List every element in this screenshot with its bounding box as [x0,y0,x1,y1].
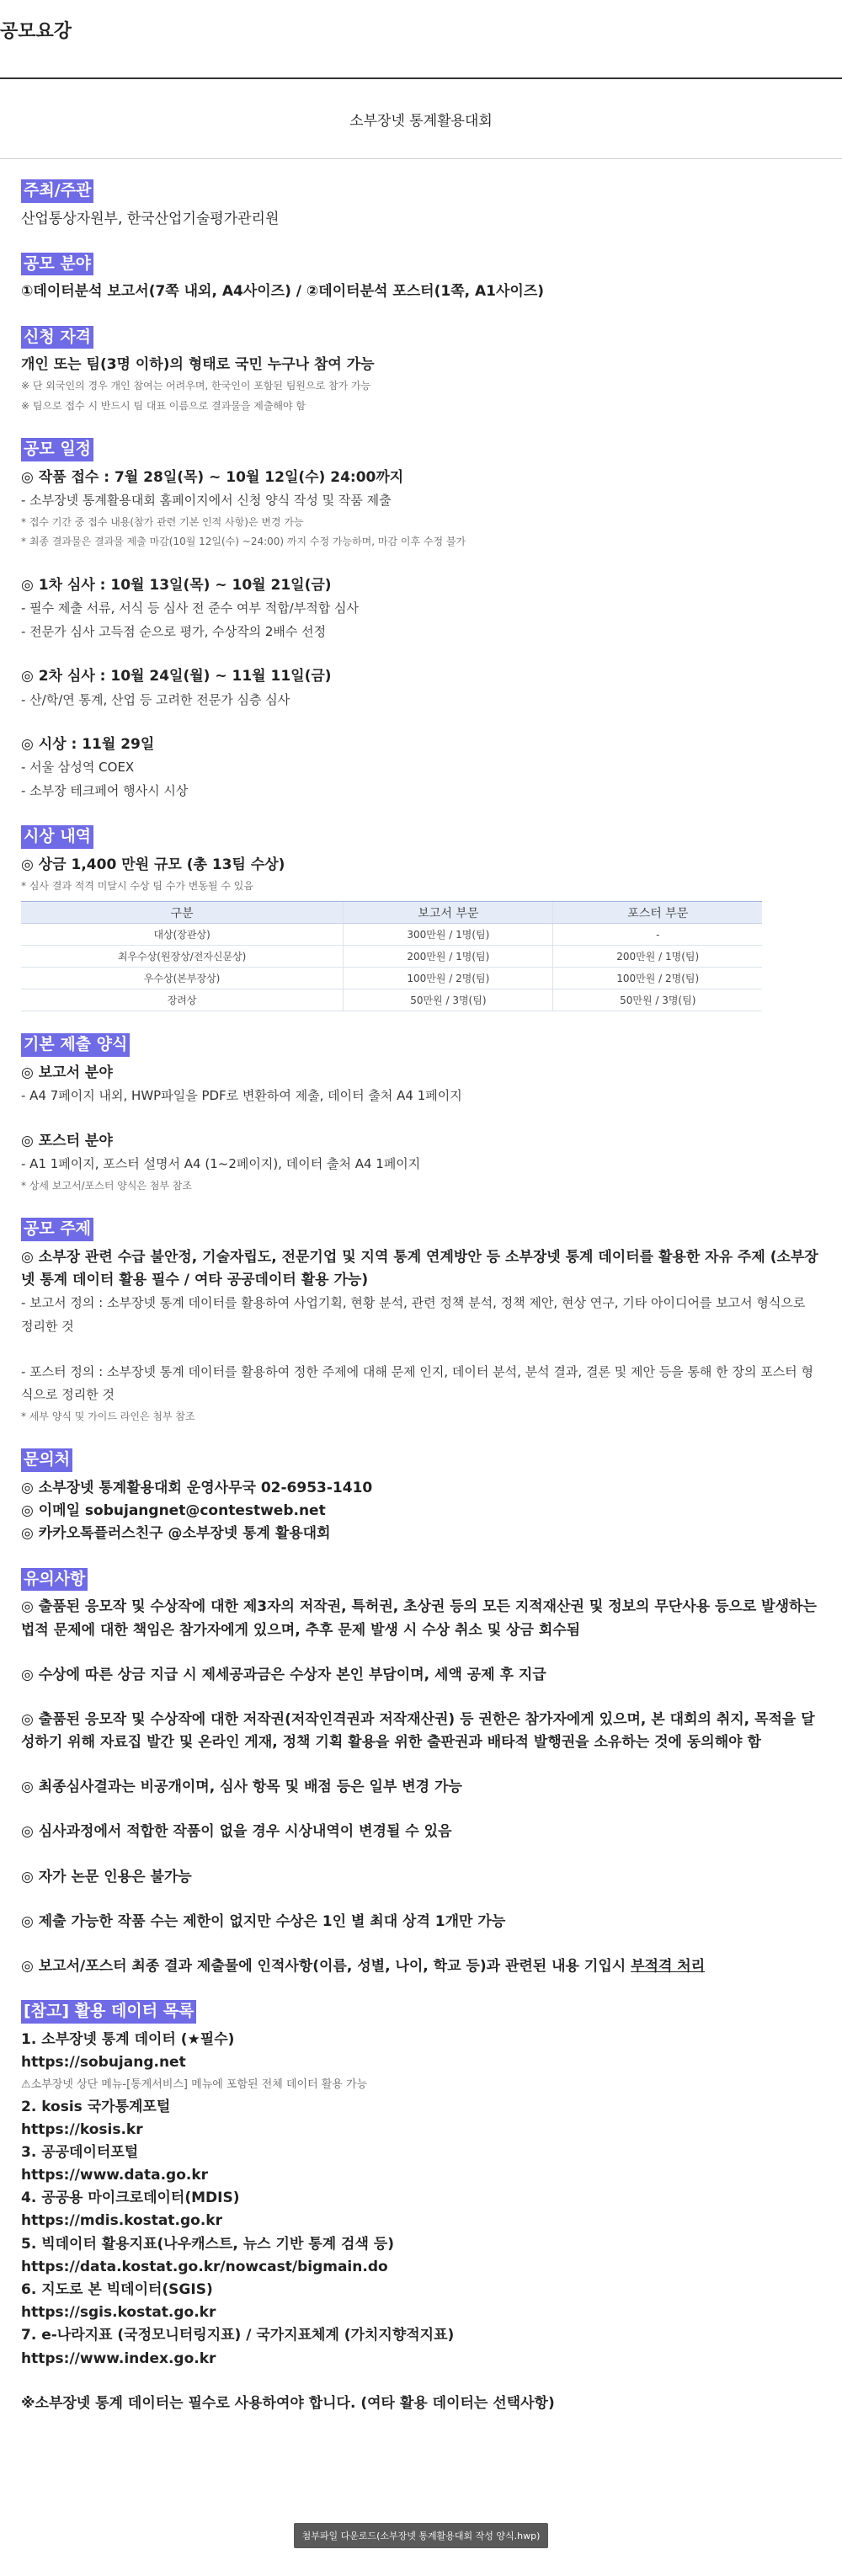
ref-name: 6. 지도로 본 빅데이터(SGIS) [21,2281,213,2299]
notice-title: 유의사항 [21,1568,88,1592]
ref-name: 4. 공공용 마이크로데이터(MDIS) [21,2189,240,2207]
column-header: 구분 [21,902,344,924]
prize-section [21,825,821,1011]
ref-link[interactable]: https://mdis.kostat.go.kr [21,2212,222,2230]
table-cell: 50만원 / 3명(팀) [344,989,553,1011]
format-poster-line: - A1 1페이지, 포스터 설명서 A4 (1~2페이지), 데이터 출처 A4 1페이지 [21,1155,421,1171]
notice-item: ◎ 최종심사결과는 비공개이며, 심사 항목 및 배점 등은 일부 변경 가능 [21,1779,462,1796]
format-report-line: - A4 7페이지 내외, HWP파일을 PDF로 변환하여 제출, 데이터 출처 A4 1페이지 [21,1087,462,1103]
notice-section [21,1568,821,1979]
field-text: ①데이터분석 보고서(7쪽 내외, A4사이즈) / ②데이터분석 포스터(1쪽, A1사이즈) [21,283,545,301]
topic-report-def: - 보고서 정의 : 소부장넷 통계 데이터를 활용하여 사업기획, 현황 분석, 관련 정책 분석, 정책 제안, 현상 연구, 기타 아이디어를 보고서 형식으로 정리한 것 [21,1295,806,1334]
table-cell: 우수상(본부장상) [21,968,344,989]
format-title: 기본 제출 양식 [21,1033,130,1057]
topic-poster-def: - 포스터 정의 : 소부장넷 통계 데이터를 활용하여 정한 주제에 대해 문제 인지, 데이터 분석, 분석 결과, 결론 및 제안 등을 통해 한 장의 포스터 형식으로 정리한 것 [21,1363,813,1403]
topic-head: ◎ 소부장 관련 수급 불안정, 기술자립도, 전문기업 및 지역 통계 연계방안 등 소부장넷 통계 데이터를 활용한 자유 주제 (소부장넷 통계 데이터 활용 필수 / 여타 공공데이터 활용 가능) [21,1248,818,1288]
ref-name: 1. 소부장넷 통계 데이터 (★필수) [21,2030,235,2048]
field-title: 공모 분야 [21,253,93,276]
topic-section [21,1218,821,1427]
contest-title: 소부장넷 통계활용대회 [0,77,842,159]
ref-note: ⚠소부장넷 상단 메뉴-[통계서비스] 메뉴에 포함된 전체 데이터 활용 가능 [21,2078,368,2092]
notice-item: ◎ 출품된 응모작 및 수상작에 대한 저작권(저작인격권과 저작재산권) 등 권한은 참가자에게 있으며, 본 대회의 취지, 목적을 달성하기 위해 자료집 발간 및 온라인 게재, 정책 기획 활용을 위한 출판권과 배타적 발행권을 소유하는 것에 동의해야 함 [21,1710,815,1752]
contact-section [21,1448,821,1545]
ref-name: 5. 빅데이터 활용지표(나우캐스트, 뉴스 기반 통계 검색 등) [21,2235,394,2253]
refs-title: [참고] 활용 데이터 목록 [21,2000,196,2024]
table-cell: 200만원 / 1명(팀) [344,946,553,968]
contact-kakao: ◎ 카카오톡플러스친구 @소부장넷 통계 활용대회 [21,1525,331,1543]
format-report-head: ◎ 보고서 분야 [21,1064,113,1081]
round1-period: ◎ 1차 심사 : 10월 13일(목) ~ 10월 21일(금) [21,576,332,594]
notice-last-text: ◎ 보고서/포스터 최종 결과 제출물에 인적사항(이름, 성별, 나이, 학교 등)과 관련된 내용 기입시 [21,1958,632,1975]
column-header: 보고서 부문 [344,902,553,924]
notice-item-last [21,1955,821,1978]
host-section [21,179,821,231]
topic-title: 공모 주제 [21,1218,93,1241]
eligibility-note: ※ 단 외국인의 경우 개인 참여는 어려우며, 한국인이 포함된 팀원으로 참가 가능 [21,380,371,392]
contact-phone: ◎ 소부장넷 통계활용대회 운영사무국 02-6953-1410 [21,1480,373,1497]
schedule-title: 공모 일정 [21,438,93,461]
schedule-line: - 산/학/연 통계, 산업 등 고려한 전문가 심층 심사 [21,691,290,707]
eligibility-note: ※ 팀으로 접수 시 반드시 팀 대표 이름으로 결과물을 제출해야 함 [21,399,306,412]
eligibility-section [21,326,821,417]
table-cell: 200만원 / 1명(팀) [553,946,762,968]
page-title: 공모요강 [0,21,72,42]
prize-title: 시상 내역 [21,825,93,849]
field-section [21,253,821,304]
prize-table [21,901,762,1011]
notice-item: ◎ 수상에 따른 상금 지급 시 제세공과금은 수상자 본인 부담이며, 세액 공제 후 지급 [21,1666,546,1683]
table-row [21,924,762,946]
schedule-section [21,438,821,803]
format-note: * 상세 보고서/포스터 양식은 첨부 참조 [21,1179,192,1192]
round2-period: ◎ 2차 심사 : 10월 24일(월) ~ 11월 11일(금) [21,668,332,685]
table-cell: 50만원 / 3명(팀) [553,989,762,1011]
schedule-line: - 소부장 테크페어 행사시 시상 [21,783,189,799]
ref-link[interactable]: https://www.data.go.kr [21,2167,209,2184]
schedule-line: - 전문가 심사 고득점 순으로 평가, 수상작의 2배수 선정 [21,623,327,639]
ref-link[interactable]: https://sgis.kostat.go.kr [21,2304,216,2322]
schedule-note: * 접수 기간 중 접수 내용(참가 관련 기본 인적 사항)은 변경 가능 [21,515,304,528]
schedule-line: - 서울 삼성역 COEX [21,760,135,776]
schedule-note: * 최종 결과물은 결과물 제출 마감(10월 12일(수) ~24:00) 까지 수정 가능하며, 마감 이후 수정 불가 [21,536,466,548]
table-header-row [21,902,762,924]
table-cell: - [553,924,762,946]
ref-link[interactable]: https://data.kostat.go.kr/nowcast/bigmain.do [21,2258,388,2275]
contest-guide [0,159,842,2415]
notice-item: ◎ 심사과정에서 적합한 작품이 없을 경우 시상내역이 변경될 수 있음 [21,1823,452,1841]
refs-footnote: ※소부장넷 통계 데이터는 필수로 사용하여야 합니다. (여타 활용 데이터는 선택사항) [21,2394,555,2412]
prize-note: * 심사 결과 적격 미달시 수상 팀 수가 변동될 수 있음 [21,879,253,892]
schedule-line: - 소부장넷 통계활용대회 홈페이지에서 신청 양식 작성 및 작품 제출 [21,493,392,509]
schedule-line: - 필수 제출 서류, 서식 등 심사 전 준수 여부 적합/부적합 심사 [21,600,359,616]
ref-link[interactable]: https://www.index.go.kr [21,2349,216,2367]
prize-total: ◎ 상금 1,400 만원 규모 (총 13팀 수상) [21,856,285,873]
notice-item: ◎ 제출 가능한 작품 수는 제한이 없지만 수상은 1인 별 최대 상격 1개만 가능 [21,1912,506,1930]
download-area [0,2523,842,2548]
format-section [21,1033,821,1196]
table-cell: 대상(장관상) [21,924,344,946]
award-date: ◎ 시상 : 11월 29일 [21,736,155,754]
column-header: 포스터 부문 [553,902,762,924]
contact-title: 문의처 [21,1448,72,1472]
refs-section [21,2000,821,2415]
ref-name: 3. 공공데이터포털 [21,2143,139,2161]
ref-link[interactable]: https://kosis.kr [21,2120,143,2138]
eligibility-text: 개인 또는 팀(3명 이하)의 형태로 국민 누구나 참여 가능 [21,356,375,374]
table-cell: 300만원 / 1명(팀) [344,924,553,946]
notice-item: ◎ 자가 논문 인용은 불가능 [21,1868,192,1885]
contact-email[interactable]: ◎ 이메일 sobujangnet@contestweb.net [21,1502,326,1520]
table-cell: 100만원 / 2명(팀) [553,968,762,989]
table-cell: 100만원 / 2명(팀) [344,968,553,989]
notice-item: ◎ 출품된 응모작 및 수상작에 대한 제3자의 저작권, 특허권, 초상권 등의 모든 지적재산권 및 정보의 무단사용 등으로 발생하는 법적 문제에 대한 책임은 참가자에게 있으며, 추후 문제 발생 시 수상 취소 및 상금 회수됨 [21,1598,817,1639]
table-cell: 장려상 [21,989,344,1011]
host-title: 주최/주관 [21,179,93,203]
table-row [21,968,762,989]
ref-name: 7. e-나라지표 (국정모니터링지표) / 국가지표체계 (가치지향적지표) [21,2327,455,2344]
table-row [21,946,762,968]
host-text: 산업통상자원부, 한국산업기술평가관리원 [21,210,280,227]
table-cell: 최우수상(원장상/전자신문상) [21,946,344,968]
topic-note: * 세부 양식 및 가이드 라인은 첨부 참조 [21,1411,195,1423]
ref-name: 2. kosis 국가통계포털 [21,2098,171,2115]
notice-underline-text: 부적격 처리 [631,1958,706,1975]
format-poster-head: ◎ 포스터 분야 [21,1132,113,1149]
table-row [21,989,762,1011]
ref-link[interactable]: https://sobujang.net [21,2054,186,2072]
download-button[interactable]: 첨부파일 다운로드(소부장넷 통계활용대회 작성 양식.hwp) [294,2523,549,2548]
eligibility-title: 신청 자격 [21,326,93,349]
submit-period: ◎ 작품 접수 : 7월 28일(목) ~ 10월 12일(수) 24:00까지 [21,468,404,486]
